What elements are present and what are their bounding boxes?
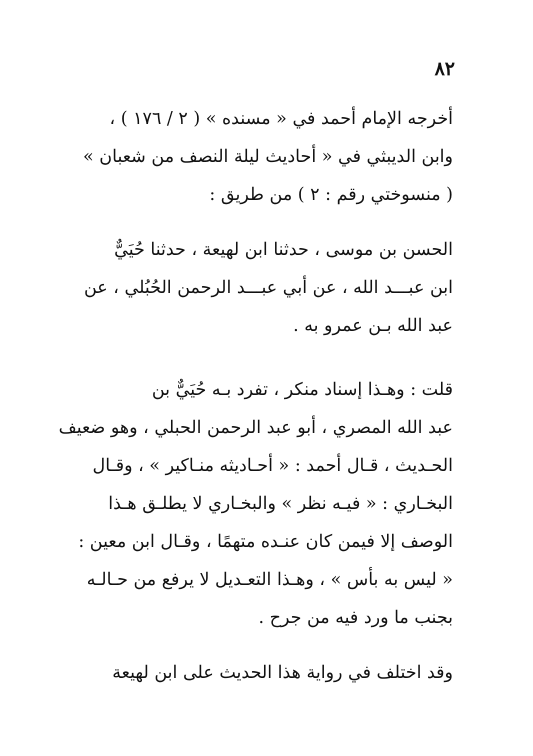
text-line: البخـاري : « فيـه نظر » والبخـاري لا يطلـق هـذا bbox=[108, 494, 453, 514]
text-line: ابن عبـــد الله ، عن أبي عبـــد الرحمن الحُبُلي ، عن bbox=[83, 278, 453, 298]
text-line: الحـديث ، قـال أحمد : « أحـاديثه منـاكير » ، وقـال bbox=[92, 456, 453, 476]
text-line: وابن الديبثي في « أحاديث ليلة النصف من شعبان » bbox=[82, 147, 453, 167]
text-line: قلت : وهـذا إسناد منكر ، تفرد بـه حُيَيٌّ بن bbox=[151, 380, 453, 400]
text-line: « ليس به بأس » ، وهـذا التعـديل لا يرفع من حـالـه bbox=[86, 570, 453, 590]
page-number: ٨٢ bbox=[434, 58, 455, 80]
text-line: بجنب ما ورد فيه من جرح . bbox=[258, 608, 453, 628]
text-line: الحسن بن موسى ، حدثنا ابن لهيعة ، حدثنا حُيَيٌّ bbox=[114, 240, 453, 260]
text-line: ( منسوختي رقم : ٢ ) من طريق : bbox=[209, 185, 453, 205]
paragraph-isnad bbox=[53, 231, 453, 345]
text-line: أخرجه الإمام أحمد في « مسنده » ( ٢ / ١٧٦ ) ، bbox=[109, 109, 453, 129]
text-line: وقد اختلف في رواية هذا الحديث على ابن لهيعة bbox=[112, 663, 453, 683]
text-line: عبد الله المصري ، أبو عبد الرحمن الحبلي ، وهو ضعيف bbox=[58, 418, 453, 438]
text-line: عبد الله بـن عمرو به . bbox=[293, 316, 453, 336]
text-line: الوصف إلا فيمن كان عنـده متهمًا ، وقـال ابن معين : bbox=[78, 532, 453, 552]
paragraph-citation bbox=[53, 100, 453, 214]
paragraph-continuation bbox=[53, 654, 453, 692]
paragraph-commentary bbox=[53, 371, 453, 637]
